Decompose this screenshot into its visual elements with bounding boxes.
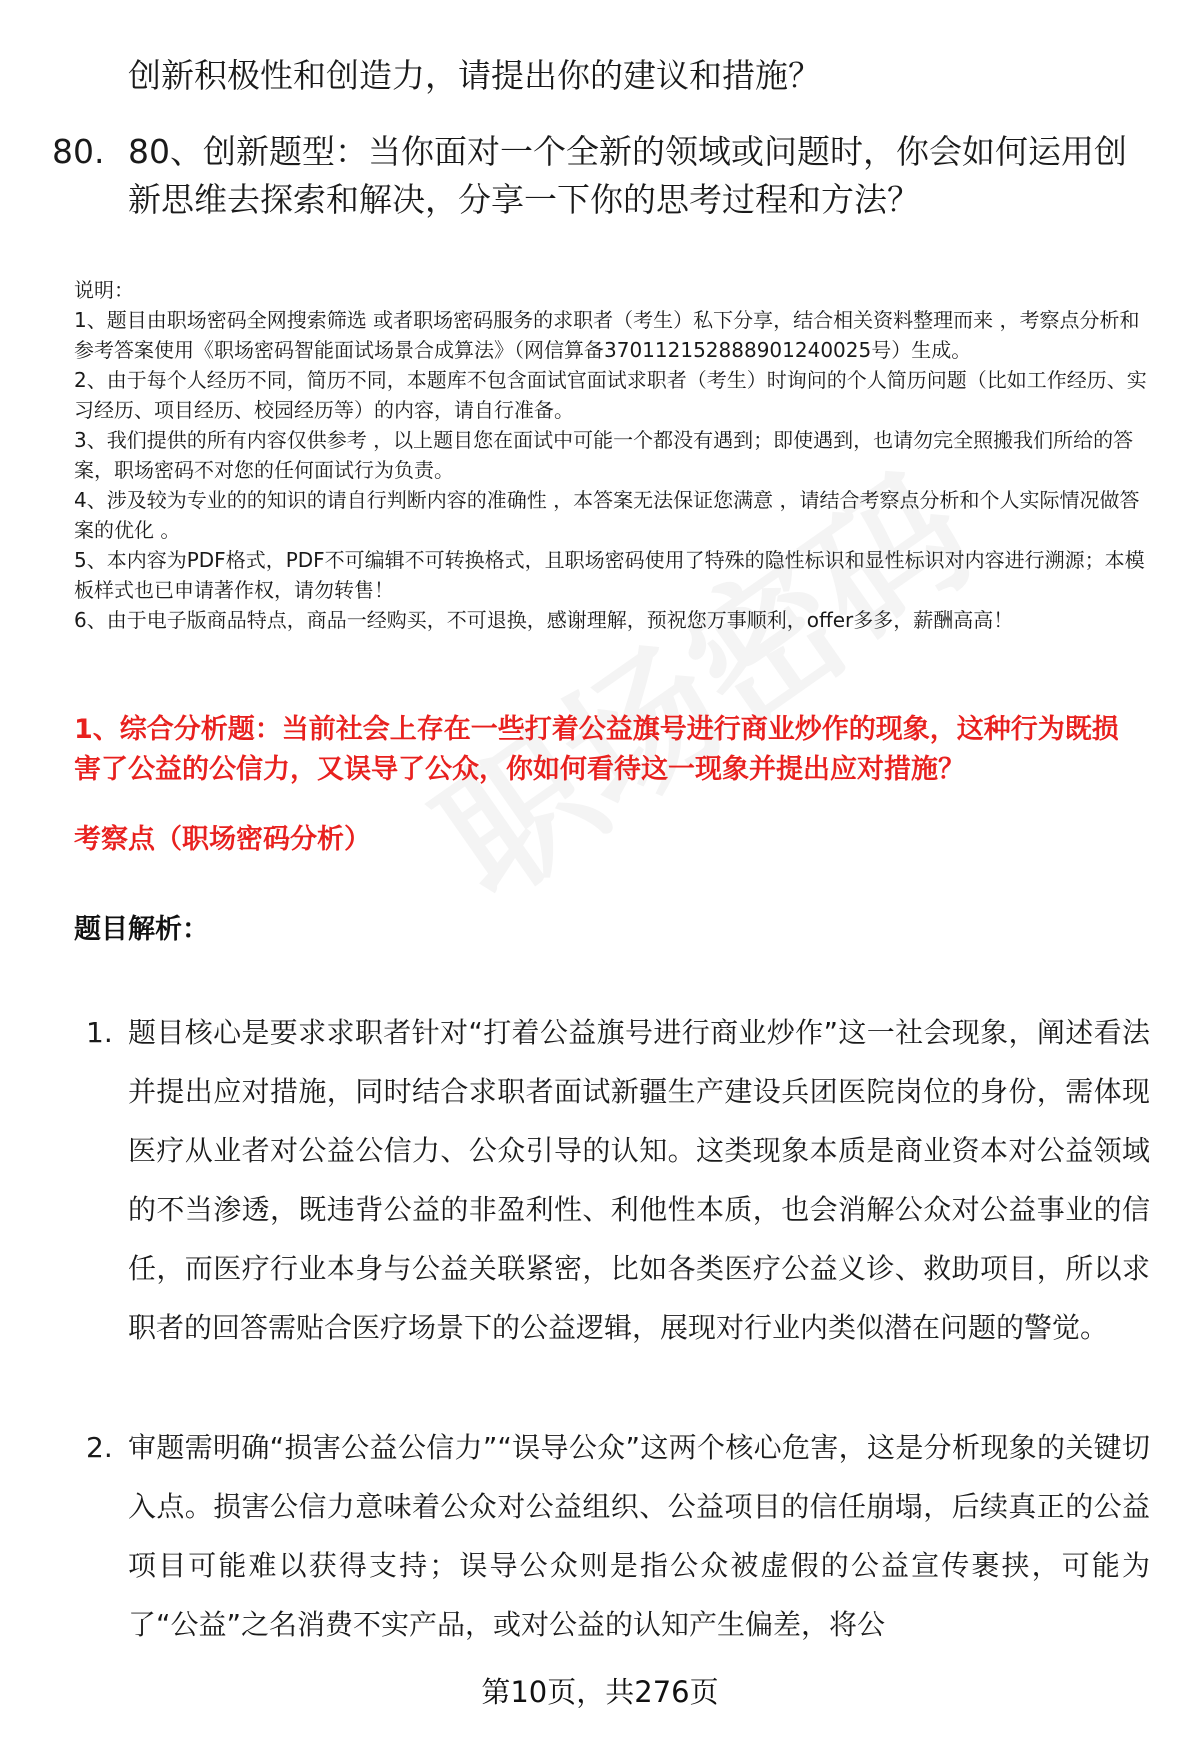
note-item: 2、由于每个人经历不同，简历不同，本题库不包含面试官面试求职者（考生）时询问的个人简历问题（比如工作经历、实习经历、项目经历、校园经历等）的内容，请自行准备。 [74, 368, 1147, 422]
question-80-text: 80、创新题型：当你面对一个全新的领域或问题时，你会如何运用创新思维去探索和解决，分享一下你的思考过程和方法？ [128, 132, 1127, 219]
note-item: 1、题目由职场密码全网搜索筛选 或者职场密码服务的求职者（考生）私下分享，结合相关资料整理而来 ，考察点分析和参考答案使用《职场密码智能面试场景合成算法》（网信算备370112152888901240025号）生成。 [74, 308, 1140, 362]
note-item: 3、我们提供的所有内容仅供参考 ，以上题目您在面试中可能一个都没有遇到；即使遇到，也请勿完全照搬我们所给的答案，职场密码不对您的任何面试行为负责。 [74, 428, 1134, 482]
previous-question-text: 创新积极性和创造力，请提出你的建议和措施？ [128, 56, 821, 95]
analysis-subtitle: 考察点（职场密码分析） [74, 824, 371, 855]
note-item: 5、本内容为PDF格式，PDF不可编辑不可转换格式，且职场密码使用了特殊的隐性标识和显性标识对内容进行溯源；本模板样式也已申请著作权，请勿转售！ [74, 548, 1145, 602]
page-number: 第10页，共276页 [481, 1675, 719, 1709]
note-item: 6、由于电子版商品特点，商品一经购买，不可退换，感谢理解，预祝您万事顺利，offer多多，薪酬高高！ [74, 608, 1014, 632]
analysis-point-number: 1. [86, 1016, 113, 1049]
analysis-point-text: 审题需明确“损害公益公信力”“误导公众”这两个核心危害，这是分析现象的关键切入点。损害公信力意味着公众对公益组织、公益项目的信任崩塌，后续真正的公益项目可能难以获得支持；误导公众则是指公众被虚假的公益宣传裹挟，可能为了“公益”之名消费不实产品，或对公益的认知产生偏差，将公 [128, 1431, 1150, 1641]
section-heading: 题目解析： [74, 914, 209, 945]
question-80-number: 80. [52, 132, 105, 171]
notes-block [74, 275, 1154, 635]
analysis-point-text: 题目核心是要求求职者针对“打着公益旗号进行商业炒作”这一社会现象，阐述看法并提出应对措施，同时结合求职者面试新疆生产建设兵团医院岗位的身份，需体现医疗从业者对公益公信力、公众引导的认知。这类现象本质是商业资本对公益领域的不当渗透，既违背公益的非盈利性、利他性本质，也会消解公众对公益事业的信任，而医疗行业本身与公益关联紧密，比如各类医疗公益义诊、救助项目，所以求职者的回答需贴合医疗场景下的公益逻辑，展现对行业内类似潜在问题的警觉。 [128, 1016, 1150, 1344]
note-item: 4、涉及较为专业的的知识的请自行判断内容的准确性 ，本答案无法保证您满意 ，请结合考察点分析和个人实际情况做答案的优化 。 [74, 488, 1140, 542]
question-1-title: 1、综合分析题：当前社会上存在一些打着公益旗号进行商业炒作的现象，这种行为既损害了公益的公信力，又误导了公众，你如何看待这一现象并提出应对措施？ [74, 714, 1119, 785]
analysis-point-number: 2. [86, 1431, 113, 1464]
notes-title: 说明： [74, 278, 134, 302]
